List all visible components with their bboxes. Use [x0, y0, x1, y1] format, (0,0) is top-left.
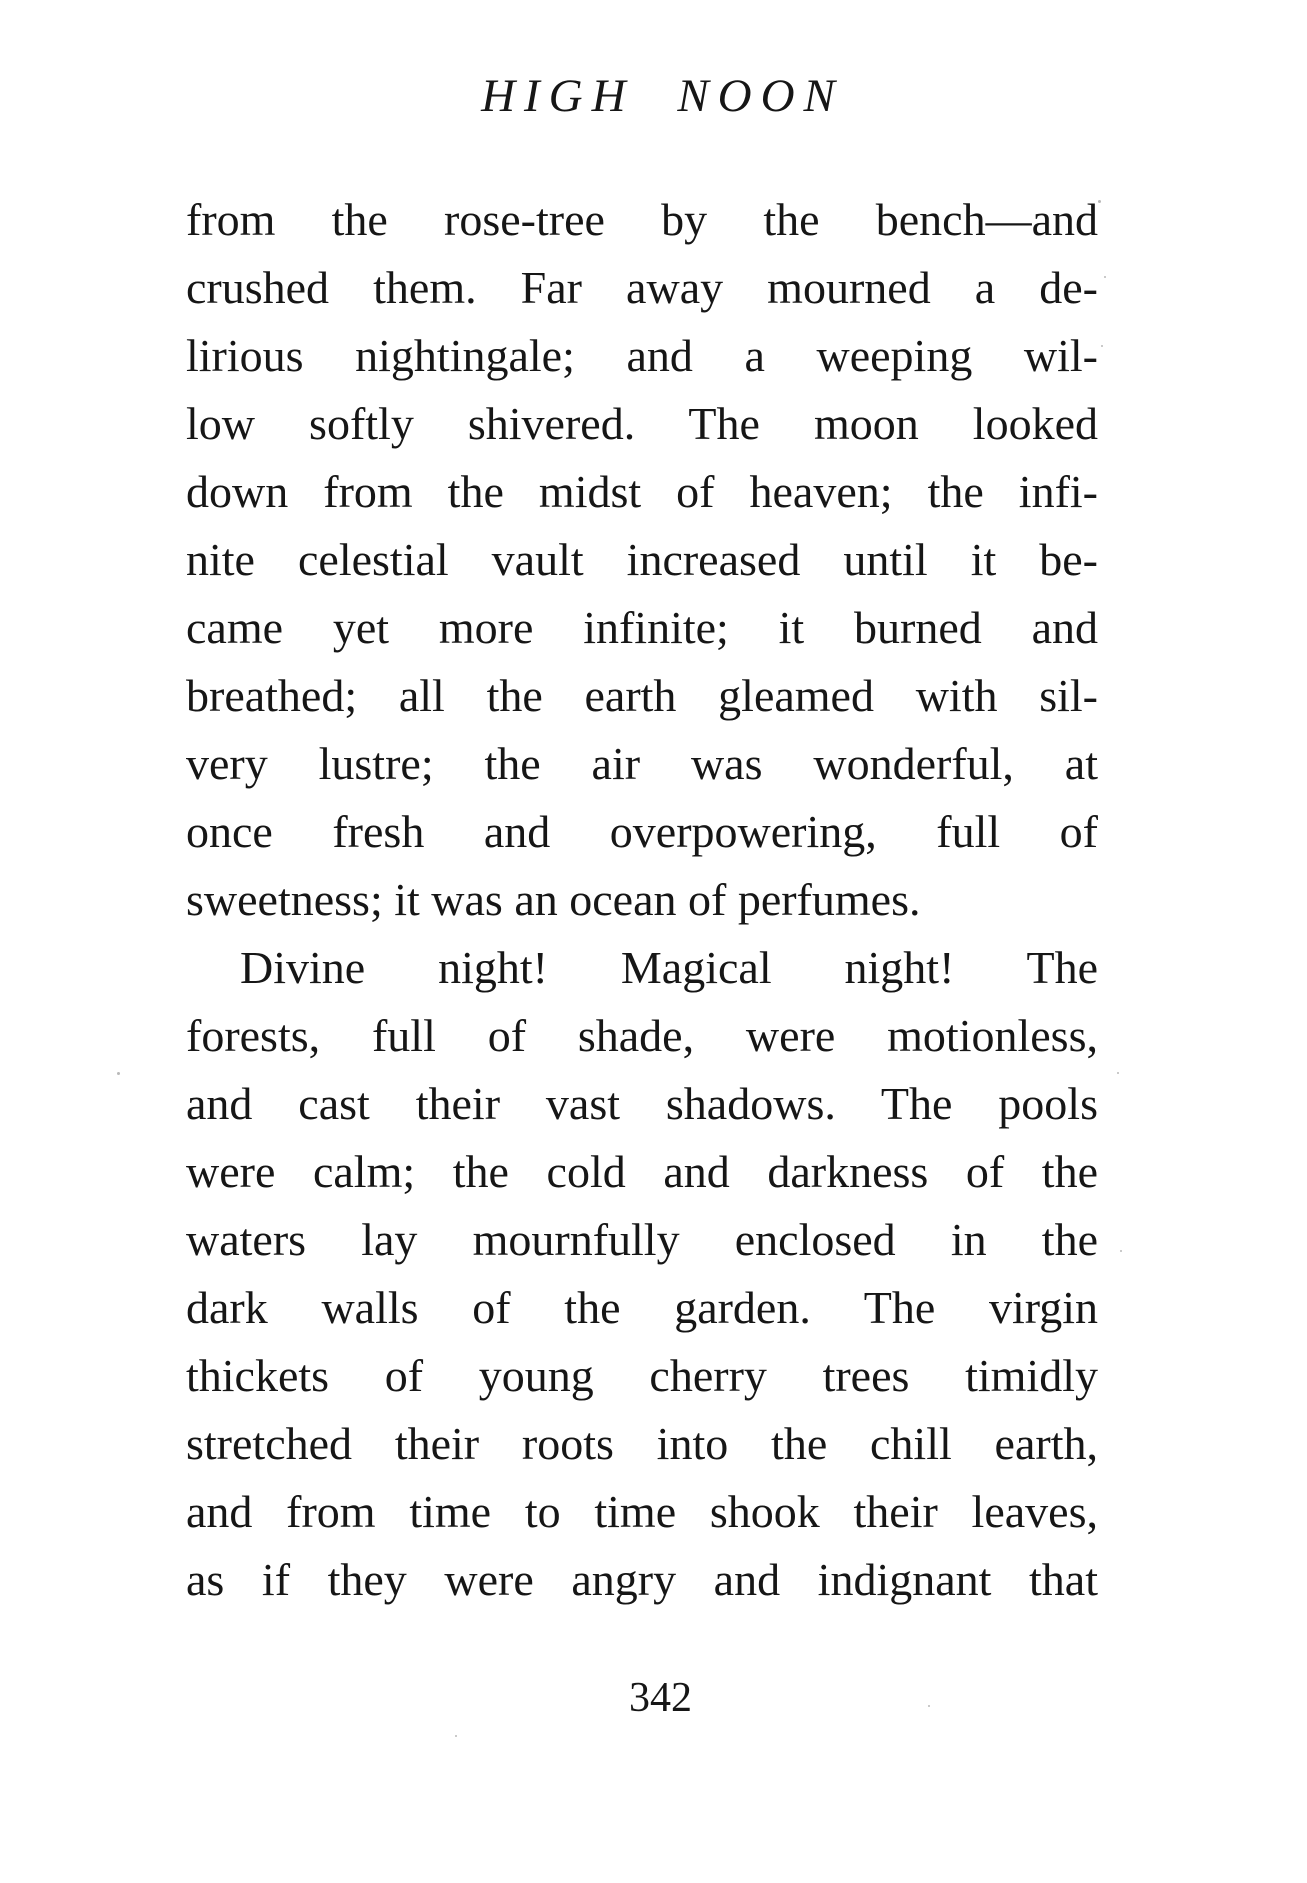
- text-line: from the rose-tree by the bench—and: [186, 194, 1098, 245]
- text-line: and from time to time shook their leaves,: [186, 1486, 1098, 1537]
- body-text: [186, 186, 1098, 1614]
- text-line: were calm; the cold and darkness of the: [186, 1146, 1098, 1197]
- text-line: lirious nightingale; and a weeping wil-: [186, 330, 1098, 381]
- text-line: nite celestial vault increased until it be-: [186, 534, 1098, 585]
- text-line: crushed them. Far away mourned a de-: [186, 262, 1098, 313]
- text-line: sweetness; it was an ocean of perfumes.: [186, 874, 921, 925]
- text-line: low softly shivered. The moon looked: [186, 398, 1098, 449]
- scan-speck: [928, 1705, 930, 1707]
- running-head: HIGH NOON: [481, 70, 844, 122]
- text-line: as if they were angry and indignant that: [186, 1554, 1098, 1605]
- scan-speck: [455, 1735, 457, 1737]
- text-line: very lustre; the air was wonderful, at: [186, 738, 1098, 789]
- text-line: stretched their roots into the chill earth,: [186, 1418, 1098, 1469]
- text-line: forests, full of shade, were motionless,: [186, 1010, 1098, 1061]
- text-line: breathed; all the earth gleamed with sil-: [186, 670, 1098, 721]
- scan-speck: [1117, 1072, 1119, 1074]
- text-line: thickets of young cherry trees timidly: [186, 1350, 1098, 1401]
- page-number: 342: [629, 1675, 692, 1721]
- scan-speck: [117, 1072, 120, 1075]
- text-line: and cast their vast shadows. The pools: [186, 1078, 1098, 1129]
- text-line: once fresh and overpowering, full of: [186, 806, 1098, 857]
- text-line: dark walls of the garden. The virgin: [186, 1282, 1098, 1333]
- text-line: down from the midst of heaven; the infi-: [186, 466, 1098, 517]
- scan-speck: [1101, 345, 1103, 347]
- text-line: Divine night! Magical night! The: [240, 942, 1098, 993]
- scan-speck: [1120, 1250, 1122, 1252]
- text-line: came yet more infinite; it burned and: [186, 602, 1098, 653]
- scan-speck: [1098, 200, 1101, 203]
- text-line: waters lay mournfully enclosed in the: [186, 1214, 1098, 1265]
- scan-speck: [1104, 276, 1106, 278]
